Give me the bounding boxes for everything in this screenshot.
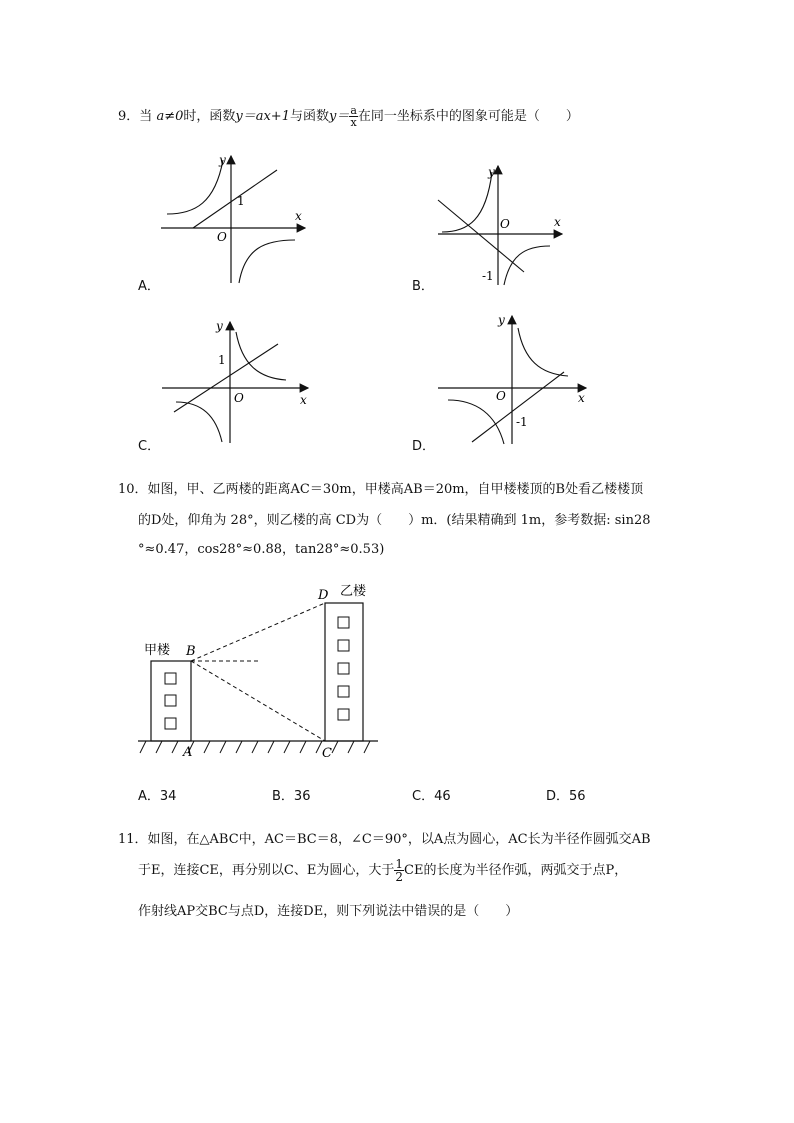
q10-option-a[interactable]: A．34 xyxy=(138,789,177,804)
window xyxy=(165,718,176,729)
y-label: y xyxy=(219,153,226,167)
window xyxy=(165,695,176,706)
origin-label: O xyxy=(500,217,510,231)
label-jia: 甲楼 xyxy=(144,643,171,658)
q10-option-b[interactable]: B．36 xyxy=(272,789,311,804)
origin-label: O xyxy=(234,391,244,405)
intercept-label: 1 xyxy=(237,194,245,208)
hyperbola-branch xyxy=(504,246,550,285)
label-a: A xyxy=(183,745,193,760)
graph-b xyxy=(432,160,572,290)
window xyxy=(338,709,349,720)
x-label: x xyxy=(295,209,302,223)
ground-hatching xyxy=(140,741,370,753)
linear-line xyxy=(193,170,277,228)
option-a[interactable]: A． xyxy=(138,279,160,294)
graph-d xyxy=(432,312,592,448)
linear-line xyxy=(472,372,564,442)
sight-line-bd xyxy=(191,603,325,661)
q11-line-2: 于E，连接CE，再分别以C、E为圆心，大于 $\frac{1}{2}$ CE的长度为半径作弧，两弧交于点P， xyxy=(138,857,628,884)
q9-stem: 9．当 a≠0时，函数y＝ax+1与函数y＝ $\frac{a}{x}$ 在同一坐标系中的图象可能是（ ） xyxy=(118,104,579,129)
intercept-label: 1 xyxy=(218,353,226,367)
q11-fraction: $\frac{1}{2}$ xyxy=(395,857,404,884)
q10-line-2: 的D处，仰角为 28°，则乙楼的高 CD为（ ）m．(结果精确到 1m，参考数据: sin28 xyxy=(138,513,651,528)
y-label: y xyxy=(498,313,505,327)
origin-label: O xyxy=(217,230,227,244)
x-label: x xyxy=(578,391,585,405)
origin-label: O xyxy=(496,389,506,403)
q11-line-3: 作射线AP交BC与点D，连接DE，则下列说法中错误的是（ ） xyxy=(138,904,519,919)
hyperbola-branch xyxy=(236,332,286,380)
intercept-label: -1 xyxy=(516,415,528,429)
linear-line xyxy=(174,344,278,412)
label-b: B xyxy=(186,644,196,659)
option-b[interactable]: B． xyxy=(412,279,434,294)
q10-line-1: 10．如图，甲、乙两楼的距离AC＝30m，甲楼高AB＝20m，自甲楼楼顶的B处看乙楼楼顶 xyxy=(118,482,644,497)
hyperbola-branch xyxy=(518,328,568,376)
q11-line-1: 11．如图，在△ABC中，AC＝BC＝8，∠C＝90°，以A点为圆心，AC长为半径作圆弧交AB xyxy=(118,832,651,847)
graph-c xyxy=(158,318,318,448)
hyperbola-branch xyxy=(448,400,504,444)
window xyxy=(338,640,349,651)
window xyxy=(338,686,349,697)
q9-number: 9． xyxy=(118,109,140,124)
window xyxy=(338,617,349,628)
window xyxy=(338,663,349,674)
option-d[interactable]: D． xyxy=(412,439,436,454)
hyperbola-branch xyxy=(176,402,222,442)
hyperbola-branch xyxy=(167,160,223,214)
q10-figure xyxy=(130,575,390,765)
graph-a xyxy=(155,148,315,288)
sight-line-bc xyxy=(191,661,325,741)
y-label: y xyxy=(216,319,223,333)
label-d: D xyxy=(318,588,329,603)
q9-fraction: $\frac{a}{x}$ xyxy=(350,104,357,129)
hyperbola-branch xyxy=(442,172,492,232)
intercept-label: -1 xyxy=(482,269,494,283)
option-c[interactable]: C． xyxy=(138,439,161,454)
window xyxy=(165,673,176,684)
q10-option-d[interactable]: D．56 xyxy=(546,789,586,804)
hyperbola-branch xyxy=(239,240,295,283)
q10-line-3: °≈0.47，cos28°≈0.88，tan28°≈0.53) xyxy=(138,542,385,557)
y-label: y xyxy=(488,165,495,179)
x-label: x xyxy=(554,215,561,229)
label-yi: 乙楼 xyxy=(340,584,367,599)
label-c: C xyxy=(322,746,332,761)
q10-option-c[interactable]: C．46 xyxy=(412,789,451,804)
x-label: x xyxy=(300,393,307,407)
